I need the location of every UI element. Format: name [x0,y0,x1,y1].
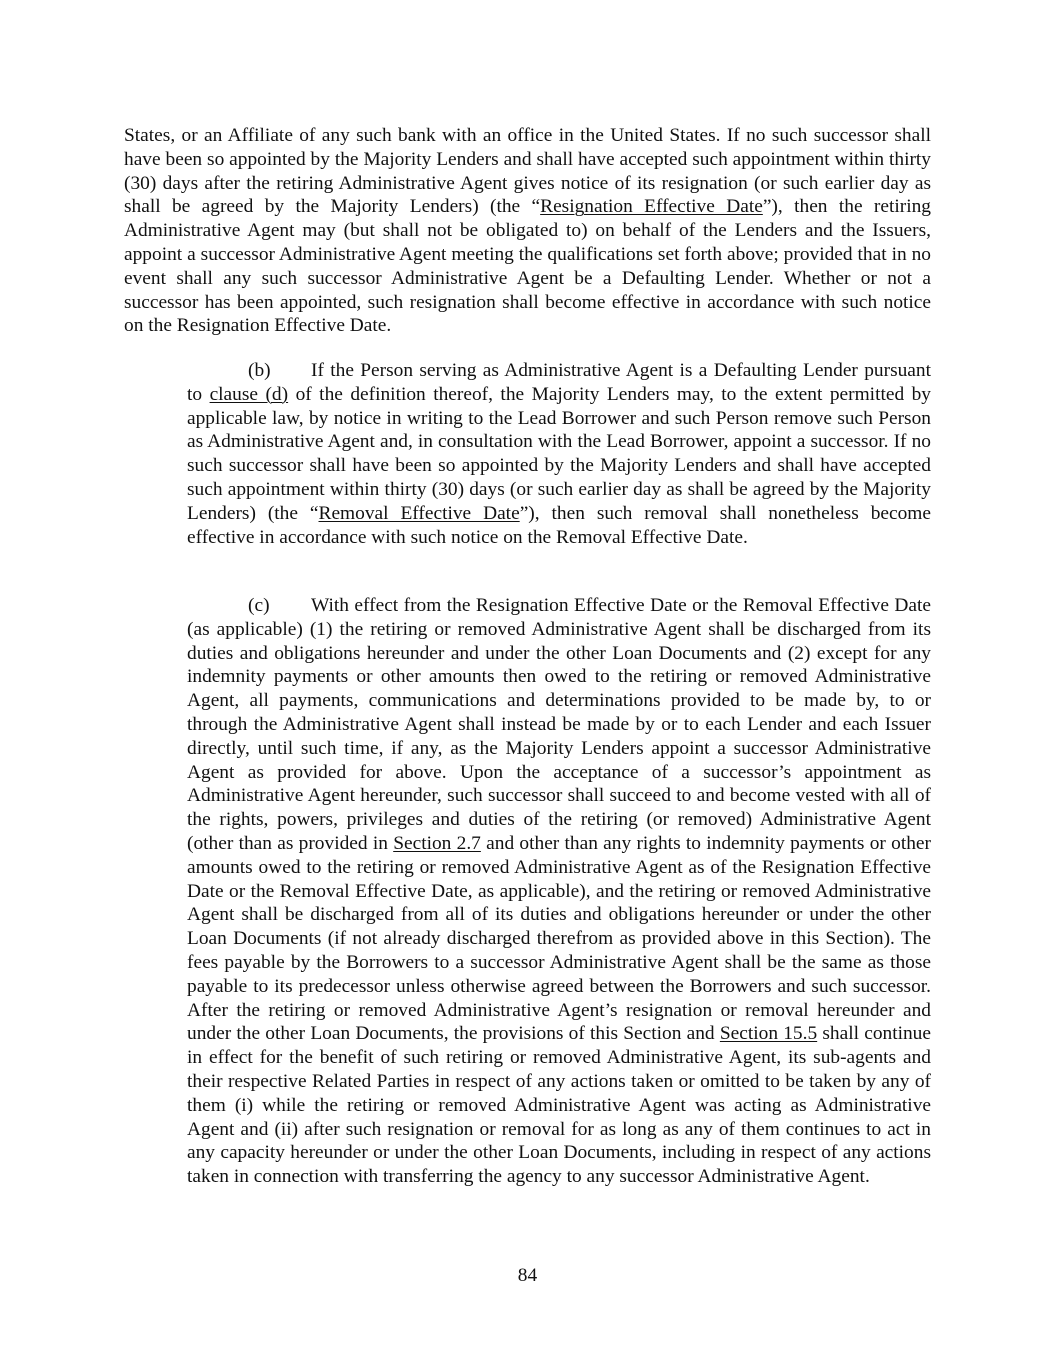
paragraph-b-text-3: ”), then such removal shall nonetheless become effective in accordance with such notice on the Removal Effective Date. [187,502,931,548]
paragraph-a-text-1: States, or an Affiliate of any such bank with an office in the United States. If no such successor shall have been so appointed by the Majority Lenders and shall have accepted such appointment within thirty (30) days after the retiring Administrative Agent gives notice of its resignation (or such earlier day as shall be agreed by the Majority Lenders) (the “ [124,125,931,218]
paragraph-b-text-1: If the Person serving as Administrative Agent is a Defaulting Lender pursuant to [187,360,931,405]
paragraph-c [187,594,931,1189]
paragraph-a-continuation [124,124,931,338]
paragraph-c-text-3: shall continue in effect for the benefit of such retiring or removed Administrative Agent, its sub-agents and their respective Related Parties in respect of any actions taken or omitted to be taken by any of them (i) while the retiring or removed Administrative Agent was acting as Administrative Agent and (ii) after such resignation or removal for as long as any of them continues to act in any capacity hereunder or under the other Loan Documents, including in respect of any actions taken in connection with transferring the agency to any successor Administrative Agent. [187,1023,931,1188]
paragraph-c-text-1: With effect from the Resignation Effective Date or the Removal Effective Date (as applicable) (1) the retiring or removed Administrative Agent shall be discharged from its duties and obligations hereunder and under the other Loan Documents and (2) except for any indemnity payments or other amounts then owed to the retiring or removed Administrative Agent, all payments, communications and determinations provided to be made by, to or through the Administrative Agent shall instead be made by or to each Lender and each Issuer directly, until such time, if any, as the Majority Lenders appoint a successor Administrative Agent as provided for above. Upon the acceptance of a successor’s appointment as Administrative Agent hereunder, such successor shall succeed to and become vested with all of the rights, powers, privileges and duties of the retiring (or removed) Administrative Agent (other than as provided in [187,595,931,854]
section-2-7-reference: Section 2.7 [393,832,481,854]
paragraph-b [187,359,931,549]
resignation-effective-date-term: Resignation Effective Date [540,196,763,218]
paragraph-c-text-2: and other than any rights to indemnity payments or other amounts owed to the retiring or removed Administrative Agent as of the Resignation Effective Date or the Removal Effective Date, as applicable), and the retiring or removed Administrative Agent shall be discharged from all of its duties and obligations hereunder or under the other Loan Documents (if not already discharged therefrom as provided above in this Section). The fees payable by the Borrowers to a successor Administrative Agent shall be the same as those payable to its predecessor unless otherwise agreed between the Borrowers and such successor. After the retiring or removed Administrative Agent’s resignation or removal hereunder and under the other Loan Documents, the provisions of this Section and [187,832,931,1045]
paragraph-b-label: (b) [248,360,271,381]
paragraph-a-text-2: ”), then the retiring Administrative Agent may (but shall not be obligated to) on behalf of the Lenders and the Issuers, appoint a successor Administrative Agent meeting the qualifications set forth above; provided that in no event shall any such successor Administrative Agent be a Defaulting Lender. Whether or not a successor has been appointed, such resignation shall become effective in accordance with such notice on the Resignation Effective Date. [124,196,931,337]
section-15-5-reference: Section 15.5 [719,1023,818,1045]
page-number: 84 [517,1265,538,1286]
clause-d-reference: clause (d) [209,383,289,405]
paragraph-c-label: (c) [248,595,270,616]
removal-effective-date-term: Removal Effective Date [318,502,520,524]
paragraph-b-text-2: of the definition thereof, the Majority Lenders may, to the extent permitted by applicable law, by notice in writing to the Lead Borrower and such Person remove such Person as Administrative Agent and, in consultation with the Lead Borrower, appoint a successor. If no such successor shall have been so appointed by the Majority Lenders and shall have accepted such appointment within thirty (30) days (or such earlier day as shall be agreed by the Majority Lenders) (the “ [187,383,932,524]
